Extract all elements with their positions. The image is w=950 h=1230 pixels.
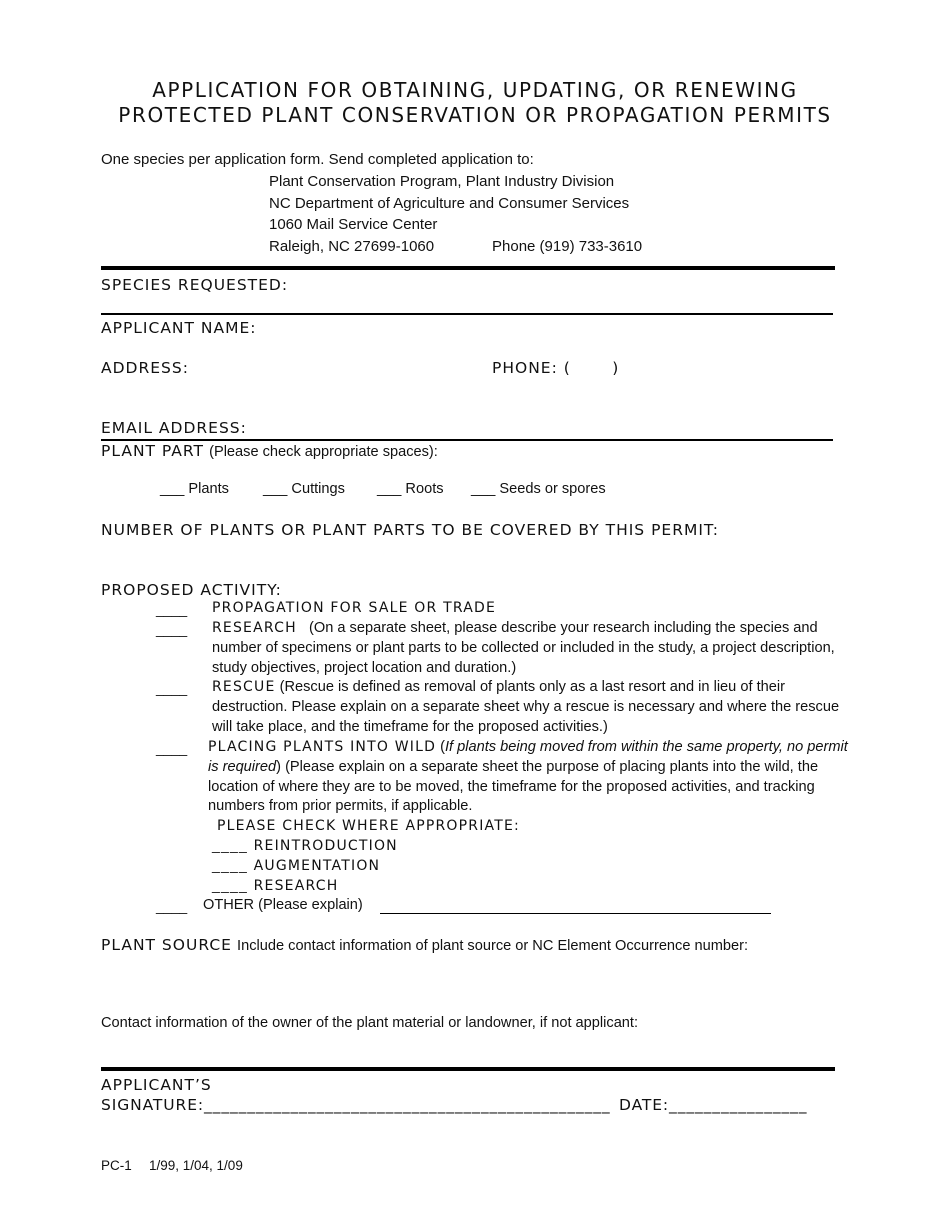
- activity-wild-label: PLACING PLANTS INTO WILD: [208, 739, 437, 755]
- email-address-label: EMAIL ADDRESS:: [101, 419, 247, 437]
- sub-option-label: RESEARCH: [253, 878, 339, 894]
- activity-checkbox-propagation[interactable]: ____: [156, 601, 188, 617]
- applicant-signature-label-line1: APPLICANT’S: [101, 1076, 212, 1094]
- address-line-1: Plant Conservation Program, Plant Industry Division: [269, 173, 615, 190]
- date-line[interactable]: DATE:________________: [619, 1096, 808, 1114]
- sub-option-augmentation[interactable]: [212, 857, 380, 874]
- checkbox-blank: ____: [212, 837, 248, 853]
- plant-part-hint: (Please check appropriate spaces):: [209, 444, 438, 460]
- plant-source-text: Include contact information of plant source or NC Element Occurrence number:: [237, 938, 749, 954]
- activity-research-label: RESEARCH: [212, 620, 297, 636]
- intro-text: One species per application form. Send completed application to:: [101, 151, 534, 168]
- sub-option-label: REINTRODUCTION: [253, 838, 398, 854]
- plant-part-option-seeds[interactable]: [471, 481, 606, 497]
- activity-propagation-label: PROPAGATION FOR SALE OR TRADE: [212, 600, 497, 616]
- option-label: Roots: [405, 481, 444, 497]
- plant-source-heading: [101, 935, 748, 954]
- activity-checkbox-rescue[interactable]: ____: [156, 680, 188, 696]
- checkbox-blank: ____: [212, 857, 248, 873]
- activity-rescue-text: (Rescue is defined as removal of plants only as a last resort and in lieu of their destruction. Please explain on a separate sheet why a rescue is necessary and where the rescue will take place, and the timeframe for the proposed activities.): [212, 679, 840, 735]
- form-title-line-2: PROTECTED PLANT CONSERVATION OR PROPAGATION PERMITS: [118, 103, 832, 127]
- plant-part-option-roots[interactable]: [377, 481, 444, 497]
- option-label: Seeds or spores: [499, 481, 606, 497]
- option-label: Cuttings: [291, 481, 345, 497]
- activity-wild-text: (Please explain on a separate sheet the purpose of placing plants into the wild, the location of where they are to be moved, the timeframe for the proposed activities, and tracking numbers from prior permits, if applicable.: [208, 758, 819, 815]
- form-revisions: 1/99, 1/04, 1/09: [149, 1158, 243, 1173]
- activity-wild-italic-note: If plants being moved from within the same property, no permit is required: [208, 739, 848, 775]
- address-line-2: NC Department of Agriculture and Consumer Services: [269, 195, 630, 212]
- species-requested-label: SPECIES REQUESTED:: [101, 276, 289, 294]
- sub-option-research[interactable]: [212, 877, 338, 894]
- activity-checkbox-other[interactable]: ____: [156, 898, 188, 914]
- address-line-3: 1060 Mail Service Center: [269, 216, 438, 233]
- other-explain-line[interactable]: [380, 913, 771, 914]
- plant-part-label: PLANT PART: [101, 442, 204, 460]
- sub-option-reintroduction[interactable]: [212, 837, 398, 854]
- applicant-name-label: APPLICANT NAME:: [101, 319, 257, 337]
- signature-line[interactable]: SIGNATURE:_______________________________________________: [101, 1096, 611, 1114]
- number-of-plants-label: NUMBER OF PLANTS OR PLANT PARTS TO BE COVERED BY THIS PERMIT:: [101, 521, 719, 539]
- activity-checkbox-research[interactable]: ____: [156, 621, 188, 637]
- form-title-line-1: APPLICATION FOR OBTAINING, UPDATING, OR RENEWING: [152, 78, 798, 102]
- plant-part-option-plants[interactable]: [160, 481, 229, 497]
- phone-label: PHONE: ( ): [492, 359, 620, 377]
- checkbox-blank: ___: [160, 481, 185, 497]
- checkbox-blank: ___: [471, 481, 496, 497]
- owner-contact-text: Contact information of the owner of the plant material or landowner, if not applicant:: [101, 1015, 639, 1031]
- plant-source-label: PLANT SOURCE: [101, 936, 232, 954]
- activity-other-label: OTHER (Please explain): [203, 897, 363, 913]
- plant-part-heading: [101, 441, 438, 460]
- checkbox-blank: ___: [377, 481, 402, 497]
- option-label: Plants: [188, 481, 229, 497]
- check-appropriate-label: PLEASE CHECK WHERE APPROPRIATE:: [217, 818, 520, 834]
- activity-research-text: (On a separate sheet, please describe your research including the species and number of specimens or plant parts to be collected or included in the study, a project description, study objectives, project location and duration.): [212, 620, 835, 676]
- activity-checkbox-wild[interactable]: ____: [156, 740, 188, 756]
- program-phone: Phone (919) 733-3610: [492, 238, 643, 255]
- proposed-activity-label: PROPOSED ACTIVITY:: [101, 581, 282, 599]
- activity-rescue-paragraph: [212, 678, 844, 737]
- checkbox-blank: ____: [212, 877, 248, 893]
- activity-rescue-label: RESCUE: [212, 679, 276, 695]
- section-divider: [101, 1067, 835, 1071]
- form-code: PC-1: [101, 1158, 132, 1173]
- address-line-4: Raleigh, NC 27699-1060: [269, 238, 435, 255]
- field-divider: [101, 313, 833, 315]
- plant-part-option-cuttings[interactable]: [263, 481, 345, 497]
- sub-option-label: AUGMENTATION: [253, 858, 381, 874]
- address-label: ADDRESS:: [101, 359, 189, 377]
- activity-research-paragraph: [212, 619, 844, 678]
- activity-wild-paragraph: PLACING PLANTS INTO WILD (If plants being moved from within the same property, no permit is required) (Please explain on a separate sheet the purpose of placing plants into the wild, the location of where they are to be moved, the timeframe for the proposed activities, and tracking numbers from prior permits, if applicable.: [208, 739, 848, 815]
- section-divider: [101, 266, 835, 270]
- checkbox-blank: ___: [263, 481, 288, 497]
